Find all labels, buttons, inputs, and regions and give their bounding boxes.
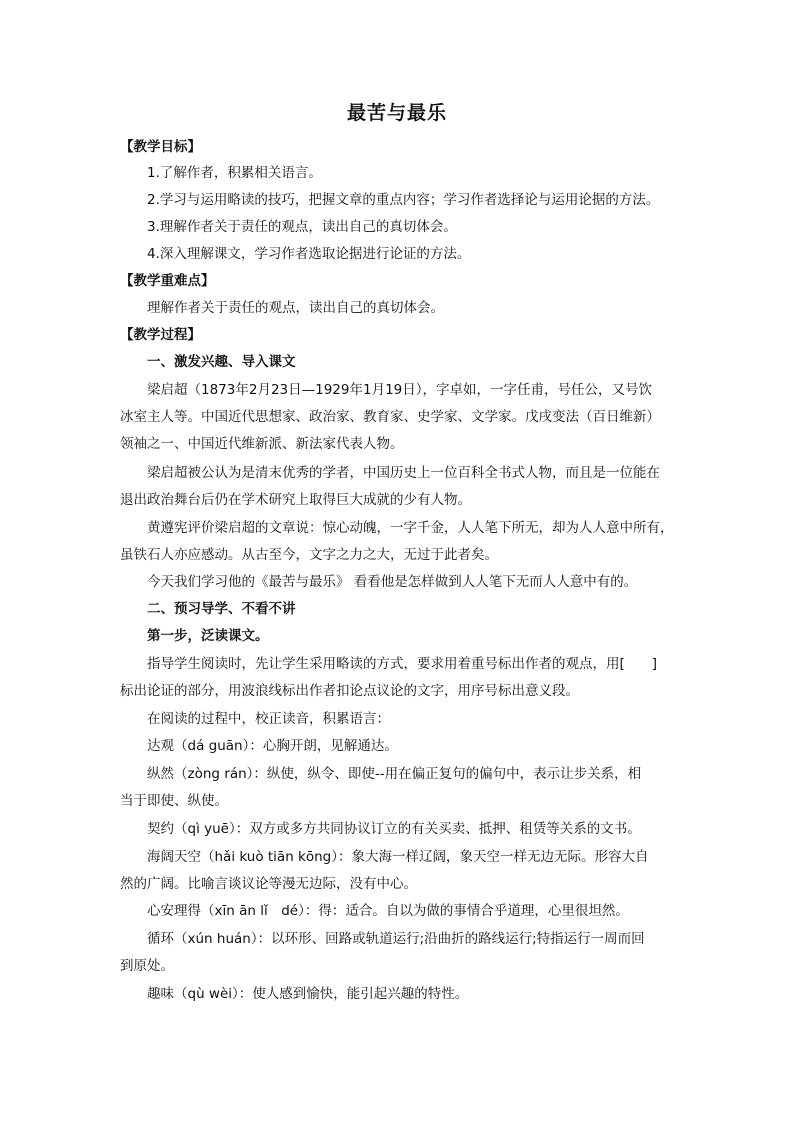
- key-points-text: 理解作者关于责任的观点，读出自己的真切体会。: [147, 300, 444, 316]
- paragraph-line: 梁启超（1873年2月23日—1929年1月19日），字卓如，一字任甫，号任公，又号饮: [147, 382, 652, 398]
- part2-heading: 二、预习导学、不看不讲: [147, 601, 296, 617]
- objective-item: 1.了解作者，积累相关语言。: [147, 165, 322, 181]
- vocab-line: 海阔天空（hǎi kuò tiān kōng）：象大海一样辽阔，象天空一样无边无际。形容大自: [147, 849, 649, 865]
- vocab-line: 到原处。: [120, 958, 174, 974]
- objective-item: 3.理解作者关于责任的观点，读出自己的真切体会。: [147, 219, 457, 235]
- objectives-heading: 【教学目标】: [120, 139, 201, 155]
- paragraph-line: 冰室主人等。中国近代思想家、政治家、教育家、史学家、文学家。戊戌变法（百日维新）: [120, 409, 660, 425]
- key-points-heading: 【教学重难点】: [120, 273, 215, 289]
- vocab-line: 趣味（qù wèi）：使人感到愉快，能引起兴趣的特性。: [147, 986, 469, 1002]
- vocab-line: 达观（dá guān）：心胸开朗，见解通达。: [147, 738, 398, 754]
- step1-heading: 第一步，泛读课文。: [147, 628, 269, 644]
- paragraph-line: 梁启超被公认为是清末优秀的学者，中国历史上一位百科全书式人物，而且是一位能在: [147, 465, 660, 481]
- part1-heading: 一、激发兴趣、导入课文: [147, 354, 296, 370]
- paragraph-line: 今天我们学习他的《最苦与最乐》 看看他是怎样做到人人笔下无而人人意中有的。: [147, 574, 638, 590]
- document-title: 最苦与最乐: [346, 102, 447, 124]
- paragraph-line: 虽铁石人亦应感动。从古至今，文字之力之大，无过于此者矣。: [120, 547, 498, 563]
- vocab-line: 然的广阔。比喻言谈议论等漫无边际，没有中心。: [120, 876, 417, 892]
- paragraph-line: 指导学生阅读时，先让学生采用略读的方式，要求用着重号标出作者的观点，用[ ]: [147, 656, 658, 672]
- objective-item: 4.深入理解课文，学习作者选取论据进行论证的方法。: [147, 246, 471, 262]
- paragraph-line: 退出政治舞台后仍在学术研究上取得巨大成就的少有人物。: [120, 492, 471, 508]
- paragraph-line: 黄遵宪评价梁启超的文章说：惊心动魄，一字千金，人人笔下所无，却为人人意中所有，: [147, 520, 674, 536]
- process-heading: 【教学过程】: [120, 327, 201, 343]
- paragraph-line: 在阅读的过程中，校正读音，积累语言：: [147, 711, 390, 727]
- paragraph-line: 标出论证的部分，用波浪线标出作者扣论点议论的文字，用序号标出意义段。: [120, 683, 579, 699]
- objective-item: 2.学习与运用略读的技巧，把握文章的重点内容；学习作者选择论与运用论据的方法。: [147, 192, 660, 208]
- vocab-line: 循环（xún huán）：以环形、回路或轨道运行;沿曲折的路线运行;特指运行一周而回: [147, 931, 645, 947]
- vocab-line: 当于即使、纵使。: [120, 793, 228, 809]
- vocab-line: 心安理得（xīn ān lǐ dé）：得：适合。自以为做的事情合乎道理，心里很坦然。: [147, 903, 629, 919]
- vocab-line: 契约（qì yuē）：双方或多方共同协议订立的有关买卖、抵押、租赁等关系的文书。: [147, 821, 641, 837]
- vocab-line: 纵然（zòng rán）：纵使，纵令、即使--用在偏正复句的偏句中，表示让步关系，相: [147, 766, 642, 782]
- paragraph-line: 领袖之一、中国近代维新派、新法家代表人物。: [120, 436, 404, 452]
